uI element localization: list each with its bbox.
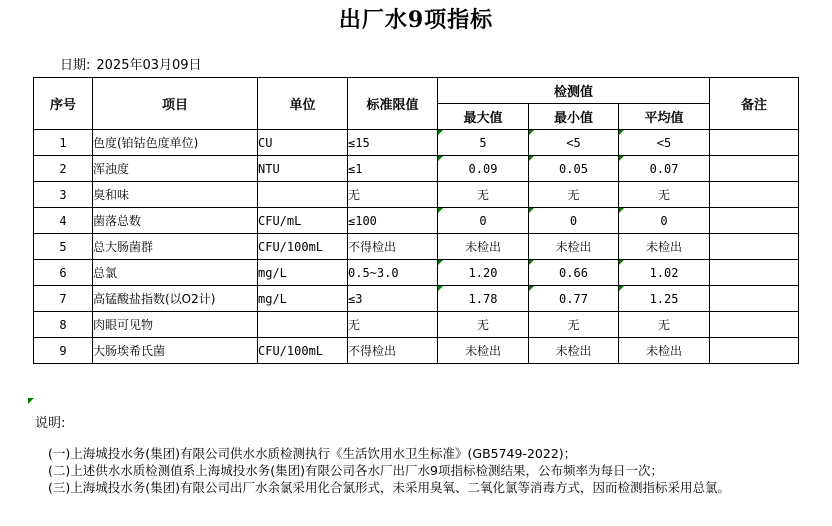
cell-limit: ≤100 — [348, 208, 438, 234]
cell-seq: 9 — [34, 338, 93, 364]
cell-avg: 0 — [619, 208, 710, 234]
col-header-unit: 单位 — [258, 78, 348, 130]
cell-max: 未检出 — [438, 234, 529, 260]
flag-triangle-icon — [438, 130, 443, 135]
cell-item: 色度(铂钴色度单位) — [93, 130, 258, 156]
cell-min: 0 — [529, 208, 619, 234]
cell-min: 未检出 — [529, 338, 619, 364]
flag-triangle-icon — [438, 286, 443, 291]
cell-avg: <5 — [619, 130, 710, 156]
indicators-table — [33, 77, 799, 364]
cell-remark — [710, 156, 799, 182]
flag-triangle-icon — [619, 130, 624, 135]
cell-seq: 1 — [34, 130, 93, 156]
report-date — [60, 54, 202, 73]
flag-triangle-icon — [438, 208, 443, 213]
header-row-top — [34, 78, 799, 104]
cell-limit: ≤3 — [348, 286, 438, 312]
note-line: (三)上海城投水务(集团)有限公司出厂水余氯采用化合氯形式，未采用臭氧、二氧化氯等消毒方式，因而检测指标采用总氯。 — [48, 479, 731, 495]
flag-triangle-icon — [619, 156, 624, 161]
cell-seq: 7 — [34, 286, 93, 312]
cell-limit: 不得检出 — [348, 338, 438, 364]
cell-item: 肉眼可见物 — [93, 312, 258, 338]
cell-max: 5 — [438, 130, 529, 156]
cell-max: 无 — [438, 312, 529, 338]
cell-seq: 4 — [34, 208, 93, 234]
flag-triangle-icon — [529, 130, 534, 135]
cell-unit: CFU/100mL — [258, 234, 348, 260]
cell-remark — [710, 260, 799, 286]
cell-min: 0.77 — [529, 286, 619, 312]
cell-item: 臭和味 — [93, 182, 258, 208]
green-flag-icon — [28, 398, 34, 404]
cell-seq: 2 — [34, 156, 93, 182]
cell-min: 未检出 — [529, 234, 619, 260]
cell-item: 浑浊度 — [93, 156, 258, 182]
flag-triangle-icon — [619, 260, 624, 265]
cell-item: 高锰酸盐指数(以O2计) — [93, 286, 258, 312]
flag-triangle-icon — [529, 156, 534, 161]
cell-avg: 未检出 — [619, 338, 710, 364]
flag-triangle-icon — [438, 260, 443, 265]
cell-remark — [710, 130, 799, 156]
cell-item: 大肠埃希氏菌 — [93, 338, 258, 364]
cell-remark — [710, 338, 799, 364]
cell-unit: CFU/mL — [258, 208, 348, 234]
cell-max: 无 — [438, 182, 529, 208]
cell-unit — [258, 182, 348, 208]
note-line: (二)上述供水水质检测值系上海城投水务(集团)有限公司各水厂出厂水9项指标检测结果，公布频率为每日一次； — [48, 462, 663, 478]
cell-min: 0.66 — [529, 260, 619, 286]
cell-max: 1.20 — [438, 260, 529, 286]
table-row — [34, 182, 799, 208]
cell-unit: mg/L — [258, 286, 348, 312]
flag-triangle-icon — [619, 208, 624, 213]
cell-seq: 6 — [34, 260, 93, 286]
cell-unit: CU — [258, 130, 348, 156]
table-row — [34, 286, 799, 312]
cell-unit: CFU/100mL — [258, 338, 348, 364]
table-row — [34, 338, 799, 364]
cell-unit: mg/L — [258, 260, 348, 286]
cell-avg: 1.02 — [619, 260, 710, 286]
cell-item: 总氯 — [93, 260, 258, 286]
flag-triangle-icon — [529, 208, 534, 213]
table-row — [34, 312, 799, 338]
cell-avg: 无 — [619, 312, 710, 338]
cell-min: 无 — [529, 182, 619, 208]
cell-seq: 8 — [34, 312, 93, 338]
cell-remark — [710, 312, 799, 338]
col-header-max: 最大值 — [438, 104, 529, 130]
table-row — [34, 234, 799, 260]
cell-avg: 无 — [619, 182, 710, 208]
flag-triangle-icon — [529, 260, 534, 265]
cell-item: 菌落总数 — [93, 208, 258, 234]
cell-remark — [710, 182, 799, 208]
cell-item: 总大肠菌群 — [93, 234, 258, 260]
notes-section — [48, 446, 730, 496]
cell-avg: 0.07 — [619, 156, 710, 182]
cell-limit: 无 — [348, 312, 438, 338]
col-header-remark: 备注 — [710, 78, 799, 130]
table-row — [34, 156, 799, 182]
cell-seq: 5 — [34, 234, 93, 260]
flag-triangle-icon — [529, 286, 534, 291]
cell-limit: ≤1 — [348, 156, 438, 182]
cell-avg: 未检出 — [619, 234, 710, 260]
flag-triangle-icon — [619, 286, 624, 291]
cell-unit: NTU — [258, 156, 348, 182]
cell-seq: 3 — [34, 182, 93, 208]
cell-avg: 1.25 — [619, 286, 710, 312]
cell-min: 无 — [529, 312, 619, 338]
cell-limit: 无 — [348, 182, 438, 208]
col-header-limit: 标准限值 — [348, 78, 438, 130]
col-header-seq: 序号 — [34, 78, 93, 130]
cell-max: 未检出 — [438, 338, 529, 364]
table-row — [34, 130, 799, 156]
page-title: 出厂水9项指标 — [338, 7, 494, 33]
col-header-item: 项目 — [93, 78, 258, 130]
cell-max: 0.09 — [438, 156, 529, 182]
cell-remark — [710, 208, 799, 234]
cell-max: 0 — [438, 208, 529, 234]
table-row — [34, 260, 799, 286]
cell-remark — [710, 234, 799, 260]
cell-min: 0.05 — [529, 156, 619, 182]
date-value: 2025年03月09日 — [96, 58, 202, 73]
cell-limit: ≤15 — [348, 130, 438, 156]
cell-unit — [258, 312, 348, 338]
date-label: 日期: — [60, 58, 91, 73]
cell-min: <5 — [529, 130, 619, 156]
col-header-avg: 平均值 — [619, 104, 710, 130]
col-header-min: 最小值 — [529, 104, 619, 130]
cell-remark — [710, 286, 799, 312]
table-row — [34, 208, 799, 234]
note-line: (一)上海城投水务(集团)有限公司供水水质检测执行《生活饮用水卫生标准》(GB5749-2022)； — [48, 446, 577, 461]
cell-max: 1.78 — [438, 286, 529, 312]
notes-label: 说明: — [35, 416, 66, 431]
flag-triangle-icon — [438, 156, 443, 161]
cell-limit: 不得检出 — [348, 234, 438, 260]
cell-limit: 0.5~3.0 — [348, 260, 438, 286]
col-header-detection: 检测值 — [438, 78, 710, 104]
